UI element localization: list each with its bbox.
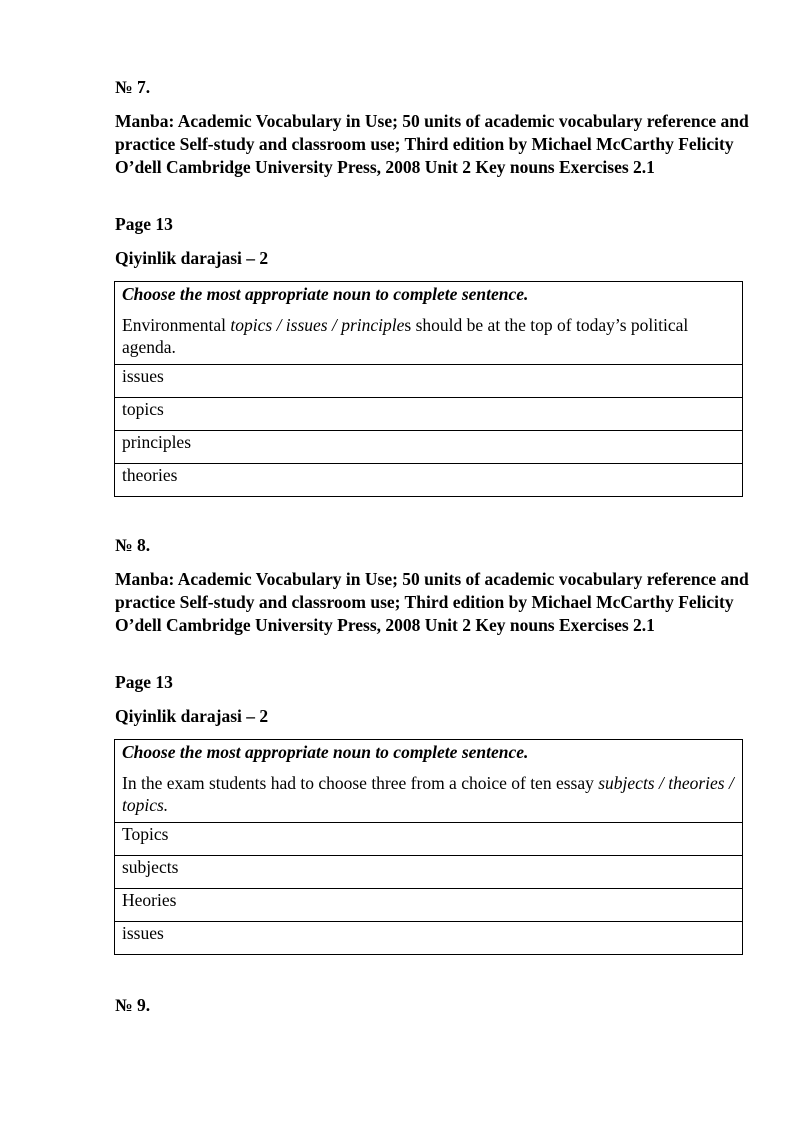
question-table <box>114 739 743 955</box>
answer-option[interactable] <box>115 365 743 398</box>
instruction-text: Choose the most appropriate noun to complete sentence. <box>122 284 529 304</box>
answer-option-text: topics <box>115 398 743 431</box>
question-stem <box>122 314 735 358</box>
prompt-row <box>115 282 743 365</box>
stem-text-before: In the exam students had to choose three from a choice of ten essay <box>122 773 599 793</box>
source-reference: Manba: Academic Vocabulary in Use; 50 units of academic vocabulary reference and practice Self-study and classroom use; Third edition by Michael McCarthy Felicity O’dell Cambridge University Press, 2008 Unit 2 Key nouns Exercises 2.1 <box>115 569 749 635</box>
question-table <box>114 281 743 497</box>
answer-option[interactable] <box>115 398 743 431</box>
stem-text-after: s should be at the top of today’s political agenda. <box>122 315 689 357</box>
answer-option-text: Heories <box>115 889 743 922</box>
answer-option[interactable] <box>115 431 743 464</box>
answer-option[interactable] <box>115 922 743 955</box>
answer-option[interactable] <box>115 464 743 497</box>
page-reference: Page 13 <box>115 214 173 234</box>
prompt-row <box>115 740 743 823</box>
answer-option-text: subjects <box>115 856 743 889</box>
question-stem <box>122 772 735 816</box>
difficulty-level: Qiyinlik darajasi – 2 <box>115 706 269 726</box>
answer-option[interactable] <box>115 823 743 856</box>
answer-option[interactable] <box>115 889 743 922</box>
instruction-text: Choose the most appropriate noun to complete sentence. <box>122 742 529 762</box>
answer-option[interactable] <box>115 856 743 889</box>
source-reference: Manba: Academic Vocabulary in Use; 50 units of academic vocabulary reference and practice Self-study and classroom use; Third edition by Michael McCarthy Felicity O’dell Cambridge University Press, 2008 Unit 2 Key nouns Exercises 2.1 <box>115 111 749 177</box>
answer-option-text: principles <box>115 431 743 464</box>
stem-choices: subjects / theories / topics. <box>122 773 734 815</box>
difficulty-level: Qiyinlik darajasi – 2 <box>115 248 269 268</box>
question-number: № 7. <box>115 77 151 97</box>
answer-option-text: Topics <box>115 823 743 856</box>
question-number: № 9. <box>115 995 151 1015</box>
stem-choices: topics / issues / principle <box>230 315 405 335</box>
stem-text-before: Environmental <box>122 315 231 335</box>
page-reference: Page 13 <box>115 672 173 692</box>
answer-option-text: theories <box>115 464 743 497</box>
question-number: № 8. <box>115 535 151 555</box>
answer-option-text: issues <box>115 922 743 955</box>
answer-option-text: issues <box>115 365 743 398</box>
